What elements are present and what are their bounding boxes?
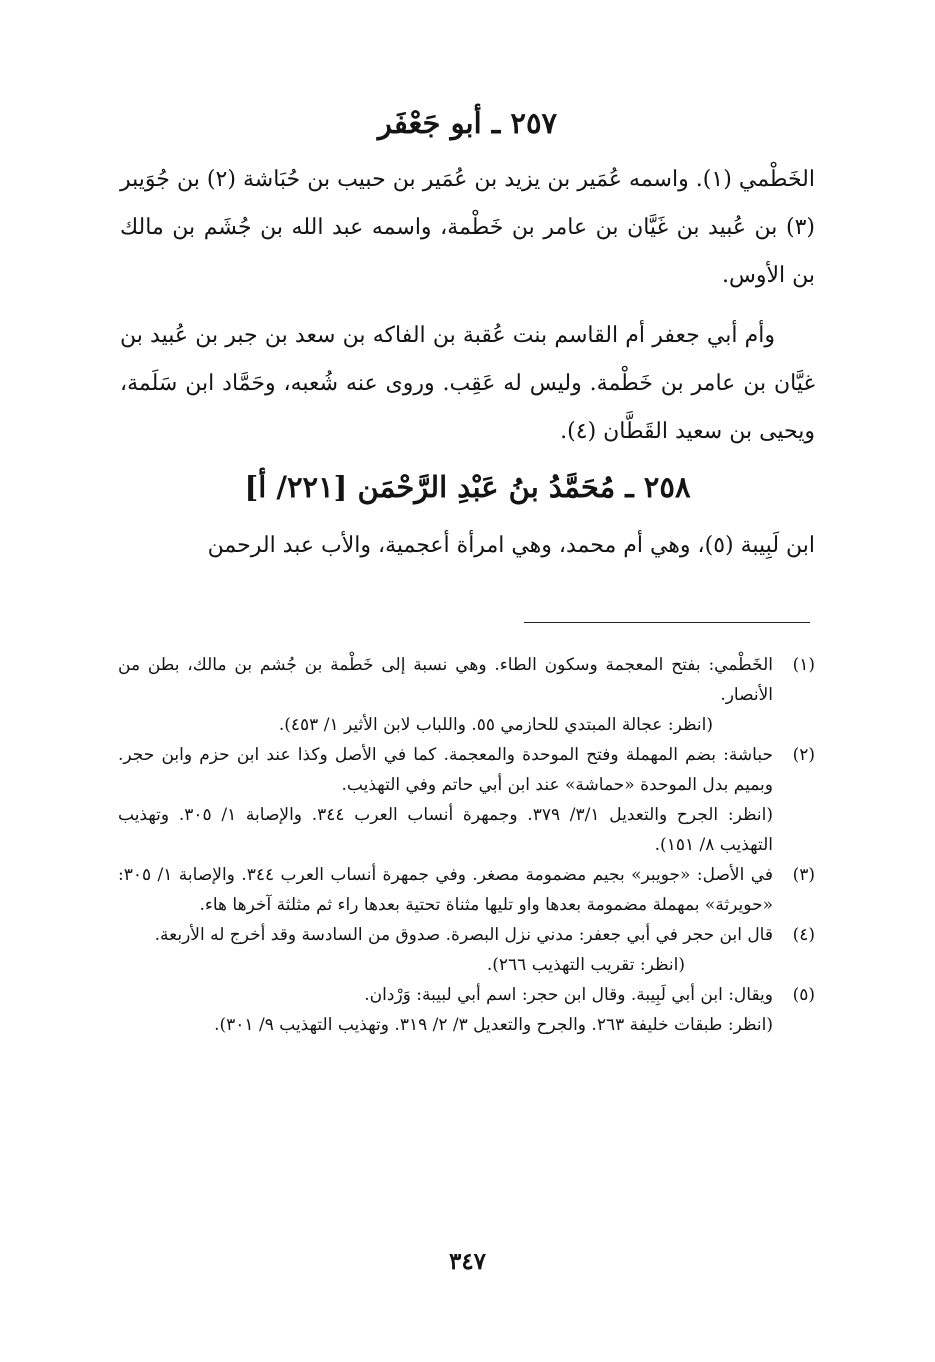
footnote-text: ويقال: ابن أبي لَبِيبة. وقال ابن حجر: اسم أبي لبيبة: وَرْدان.	[364, 985, 773, 1005]
footnote-number: (٤)	[792, 925, 815, 945]
footnote-number: (٣)	[792, 865, 815, 885]
footnote-1	[118, 650, 815, 710]
footnote-reference: (انظر: عجالة المبتدي للحازمي ٥٥. واللباب لابن الأثير ١/ ٤٥٣).	[278, 715, 713, 735]
footnote-text: حباشة: بضم المهملة وفتح الموحدة والمعجمة. كما في الأصل وكذا عند ابن حزم وابن حجر. وبميم بدل الموحدة «حماشة» عند ابن أبي حاتم وفي التهذيب.	[118, 745, 773, 795]
entry-257-body	[120, 156, 815, 456]
footnote-text: الخَطْمي: بفتح المعجمة وسكون الطاء. وهي نسبة إلى خَطْمة بن جُشم بن مالك، بطن من الأنصار.	[118, 655, 773, 705]
footnote-reference: (انظر: الجرح والتعديل ٣/١/ ٣٧٩. وجمهرة أنساب العرب ٣٤٤. والإصابة ١/ ٣٠٥. وتهذيب التهذيب ٨/ ١٥١).	[118, 805, 773, 855]
entry-258-heading: ٢٥٨ ـ مُحَمَّدُ بنُ عَبْدِ الرَّحْمَن [٢٢١/ أ]	[244, 470, 691, 504]
footnotes	[118, 650, 815, 1040]
footnote-text: قال ابن حجر في أبي جعفر: مدني نزل البصرة. صدوق من السادسة وقد أخرج له الأربعة.	[154, 925, 773, 945]
entry-257-paragraph-1: الخَطْمي (١). واسمه عُمَير بن يزيد بن عُمَير بن حبيب بن حُبَاشة (٢) بن جُوَيبر (٣) بن عُبيد بن غَيَّان بن عامر بن خَطْمة، واسمه عبد الله بن جُشَم بن مالك بن الأوس.	[120, 167, 815, 288]
footnote-number: (١)	[792, 655, 815, 675]
footnote-reference: (انظر: طبقات خليفة ٢٦٣. والجرح والتعديل ٣/ ٢/ ٣١٩. وتهذيب التهذيب ٩/ ٣٠١).	[214, 1015, 773, 1035]
footnote-number: (٢)	[792, 745, 815, 765]
footnote-separator	[524, 622, 810, 623]
footnote-5	[118, 980, 815, 1010]
footnote-4	[118, 920, 815, 950]
footnote-2	[118, 740, 815, 800]
footnote-reference: (انظر: تقريب التهذيب ٢٦٦).	[486, 955, 685, 975]
entry-258-paragraph-1: ابن لَبِيبة (٥)، وهي أم محمد، وهي امرأة أعجمية، والأب عبد الرحمن	[207, 533, 815, 558]
footnote-3	[118, 860, 815, 920]
footnote-text: في الأصل: «جويبر» بجيم مضمومة مصغر. وفي جمهرة أنساب العرب ٣٤٤. والإصابة ١/ ٣٠٥: «حويرثة» بمهملة مضمومة بعدها واو تليها مثناة تحتية بعدها راء ثم مثلثة آخرها هاء.	[118, 865, 773, 915]
entry-258-body	[120, 522, 815, 570]
page-number: ٣٤٧	[448, 1248, 487, 1275]
entry-257-paragraph-2: وأم أبي جعفر أم القاسم بنت عُقبة بن الفاكه بن سعد بن جبر بن عُبيد بن غيَّان بن عامر بن خَطْمة. وليس له عَقِب. وروى عنه شُعبه، وحَمَّاد ابن سَلَمة، ويحيى بن سعيد القَطَّان (٤).	[120, 323, 815, 444]
footnote-number: (٥)	[792, 985, 815, 1005]
entry-257-heading: ٢٥٧ ـ أبو جَعْفَر	[377, 106, 558, 140]
